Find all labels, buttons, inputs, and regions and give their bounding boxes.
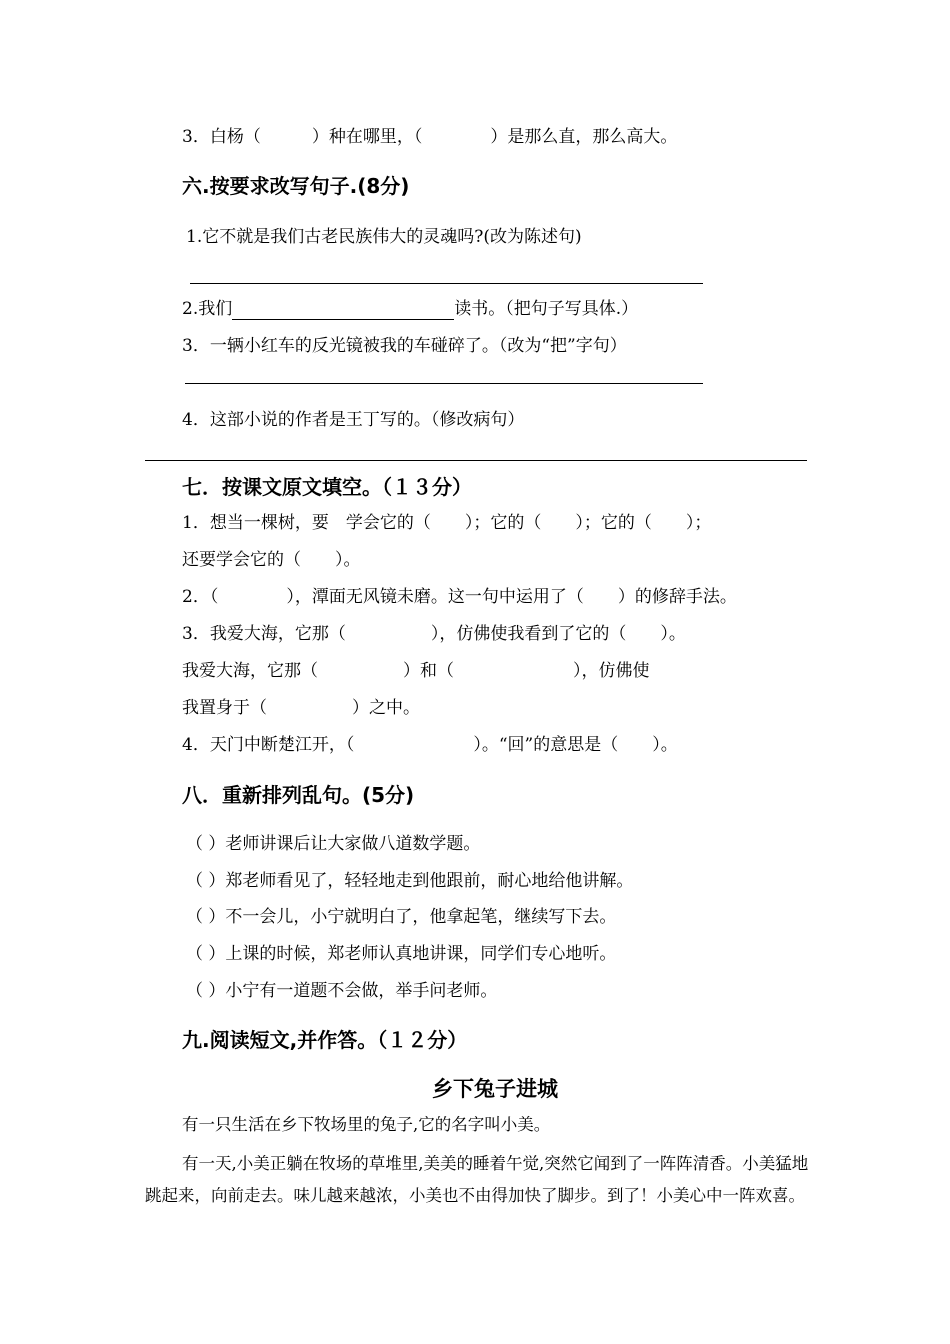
- s6-item-1: 1.它不就是我们古老民族伟大的灵魂吗?(改为陈述句): [186, 227, 582, 247]
- s6-item-3-answer-line[interactable]: [185, 383, 703, 384]
- s7-line-7: 4．天门中断楚江开，（ ）。“回”的意思是（ ）。: [182, 735, 678, 755]
- s7-line-6: 我置身于（ ）之中。: [182, 698, 420, 718]
- s8-item: （ ）小宁有一道题不会做，举手问老师。: [186, 981, 498, 1001]
- s6-item-2-suffix: 读书。（把句子写具体.）: [454, 299, 639, 319]
- s7-line-4: 3．我爱大海，它那（ ），仿佛使我看到了它的（ ）。: [182, 624, 686, 644]
- story-paragraph-2: 有一天,小美正躺在牧场的草堆里,美美的睡着午觉,突然它闻到了一阵阵清香。小美猛地跳起来，向前走去。味儿越来越浓，小美也不由得加快了脚步。到了！小美心中一阵欢喜。: [145, 1154, 809, 1205]
- s6-item-3: 3．一辆小红车的反光镜被我的车碰碎了。（改为“把”字句）: [182, 336, 627, 356]
- s6-item-4-answer-line[interactable]: [145, 460, 807, 461]
- s8-item: （ ）上课的时候，郑老师认真地讲课，同学们专心地听。: [186, 944, 617, 964]
- s8-item: （ ）郑老师看见了，轻轻地走到他跟前，耐心地给他讲解。: [186, 871, 634, 891]
- s7-line-5: 我爱大海，它那（ ）和（ ），仿佛使: [182, 661, 650, 681]
- s6-item-2: [182, 298, 638, 320]
- s7-line-3: 2．（ ），潭面无风镜未磨。这一句中运用了（ ）的修辞手法。: [182, 587, 737, 607]
- section-8-heading: 八．重新排列乱句。(5分): [182, 783, 415, 807]
- section-9-heading: 九.阅读短文,并作答。（１２分）: [182, 1028, 468, 1052]
- s6-item-2-prefix: 2.我们: [182, 299, 233, 319]
- section-6-heading: 六.按要求改写句子.(8分): [182, 174, 410, 198]
- s6-item-1-answer-line[interactable]: [190, 283, 703, 284]
- s6-item-4: 4．这部小说的作者是王丁写的。（修改病句）: [182, 410, 525, 430]
- s8-item: （ ）老师讲课后让大家做八道数学题。: [186, 834, 481, 854]
- q5-item-3: 3．白杨（ ）种在哪里，（ ）是那么直，那么高大。: [182, 127, 678, 147]
- s7-line-2: 还要学会它的（ ）。: [182, 550, 361, 570]
- section-7-heading: 七．按课文原文填空。（１３分）: [182, 475, 472, 499]
- story-paragraph-1: 有一只生活在乡下牧场里的兔子,它的名字叫小美。: [182, 1115, 551, 1134]
- story-title: 乡下兔子进城: [432, 1077, 558, 1101]
- s7-line-1: 1．想当一棵树，要 学会它的（ ）；它的（ ）；它的（ ）；: [182, 513, 712, 533]
- s6-item-2-blank[interactable]: [232, 301, 454, 320]
- s8-item: （ ）不一会儿，小宁就明白了，他拿起笔，继续写下去。: [186, 907, 617, 927]
